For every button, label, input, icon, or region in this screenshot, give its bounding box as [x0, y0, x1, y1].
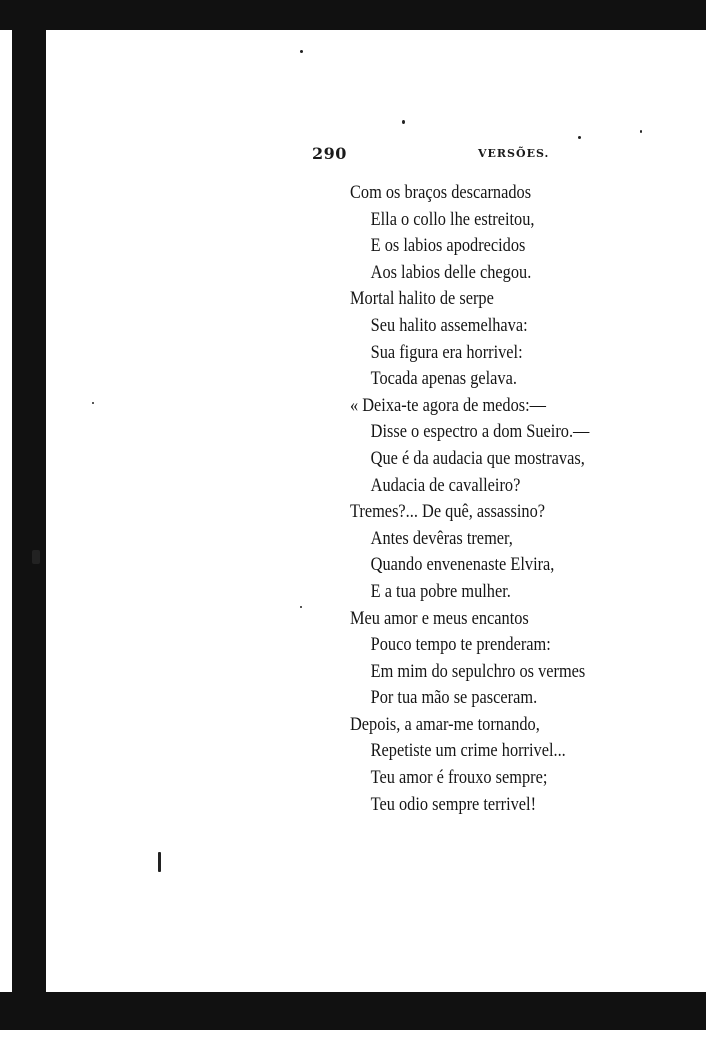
poem-line: Tocada apenas gelava.	[370, 368, 517, 390]
poem-line: Em mim do sepulchro os vermes	[370, 660, 586, 682]
scan-speck	[402, 120, 405, 124]
poem-line: Teu amor é frouxo sempre;	[370, 767, 548, 789]
poem-line: E os labios apodrecidos	[370, 235, 526, 257]
poem-line: Aos labios delle chegou.	[370, 261, 532, 283]
poem-line: E a tua pobre mulher.	[370, 580, 511, 602]
poem-line: Com os braços descarnados	[350, 182, 532, 203]
poem-line: Que é da audacia que mostravas,	[370, 447, 585, 469]
scan-speck	[640, 130, 642, 133]
poem-line: « Deixa-te agora de medos:—	[350, 394, 547, 416]
poem-line: Por tua mão se pasceram.	[370, 687, 538, 709]
poem-line: Tremes?... De quê, assassino?	[350, 501, 545, 523]
page-number: 290	[312, 144, 347, 163]
poem-line: Quando envenenaste Elvira,	[370, 554, 555, 576]
poem-line: Disse o espectro a dom Sueiro.—	[370, 421, 590, 443]
poem-line: Sua figura era horrivel:	[370, 341, 523, 363]
scan-speck	[92, 402, 94, 404]
poem-line: Depois, a amar-me tornando,	[350, 713, 540, 735]
poem-line: Teu odio sempre terrivel!	[370, 793, 537, 815]
poem-line: Audacia de cavalleiro?	[370, 474, 521, 496]
poem-line: Seu halito assemelhava:	[370, 314, 528, 336]
poem-text	[350, 180, 634, 818]
poem-line: Meu amor e meus encantos	[350, 607, 529, 629]
scan-speck	[158, 852, 161, 872]
running-header	[0, 140, 706, 164]
scan-edge-bottom	[0, 1030, 706, 1050]
scan-speck	[300, 50, 303, 53]
poem-line: Repetiste um crime horrivel...	[370, 740, 566, 762]
scan-speck	[300, 606, 302, 608]
poem-line: Ella o collo lhe estreitou,	[370, 208, 535, 230]
poem-line: Antes devêras tremer,	[370, 527, 513, 549]
poem-line: Mortal halito de serpe	[350, 288, 494, 310]
poem-line: Pouco tempo te prenderam:	[370, 634, 551, 656]
scan-speck	[32, 550, 40, 564]
scan-speck	[578, 136, 581, 139]
scan-border-top	[0, 0, 706, 30]
running-title: VERSÕES.	[478, 147, 550, 160]
